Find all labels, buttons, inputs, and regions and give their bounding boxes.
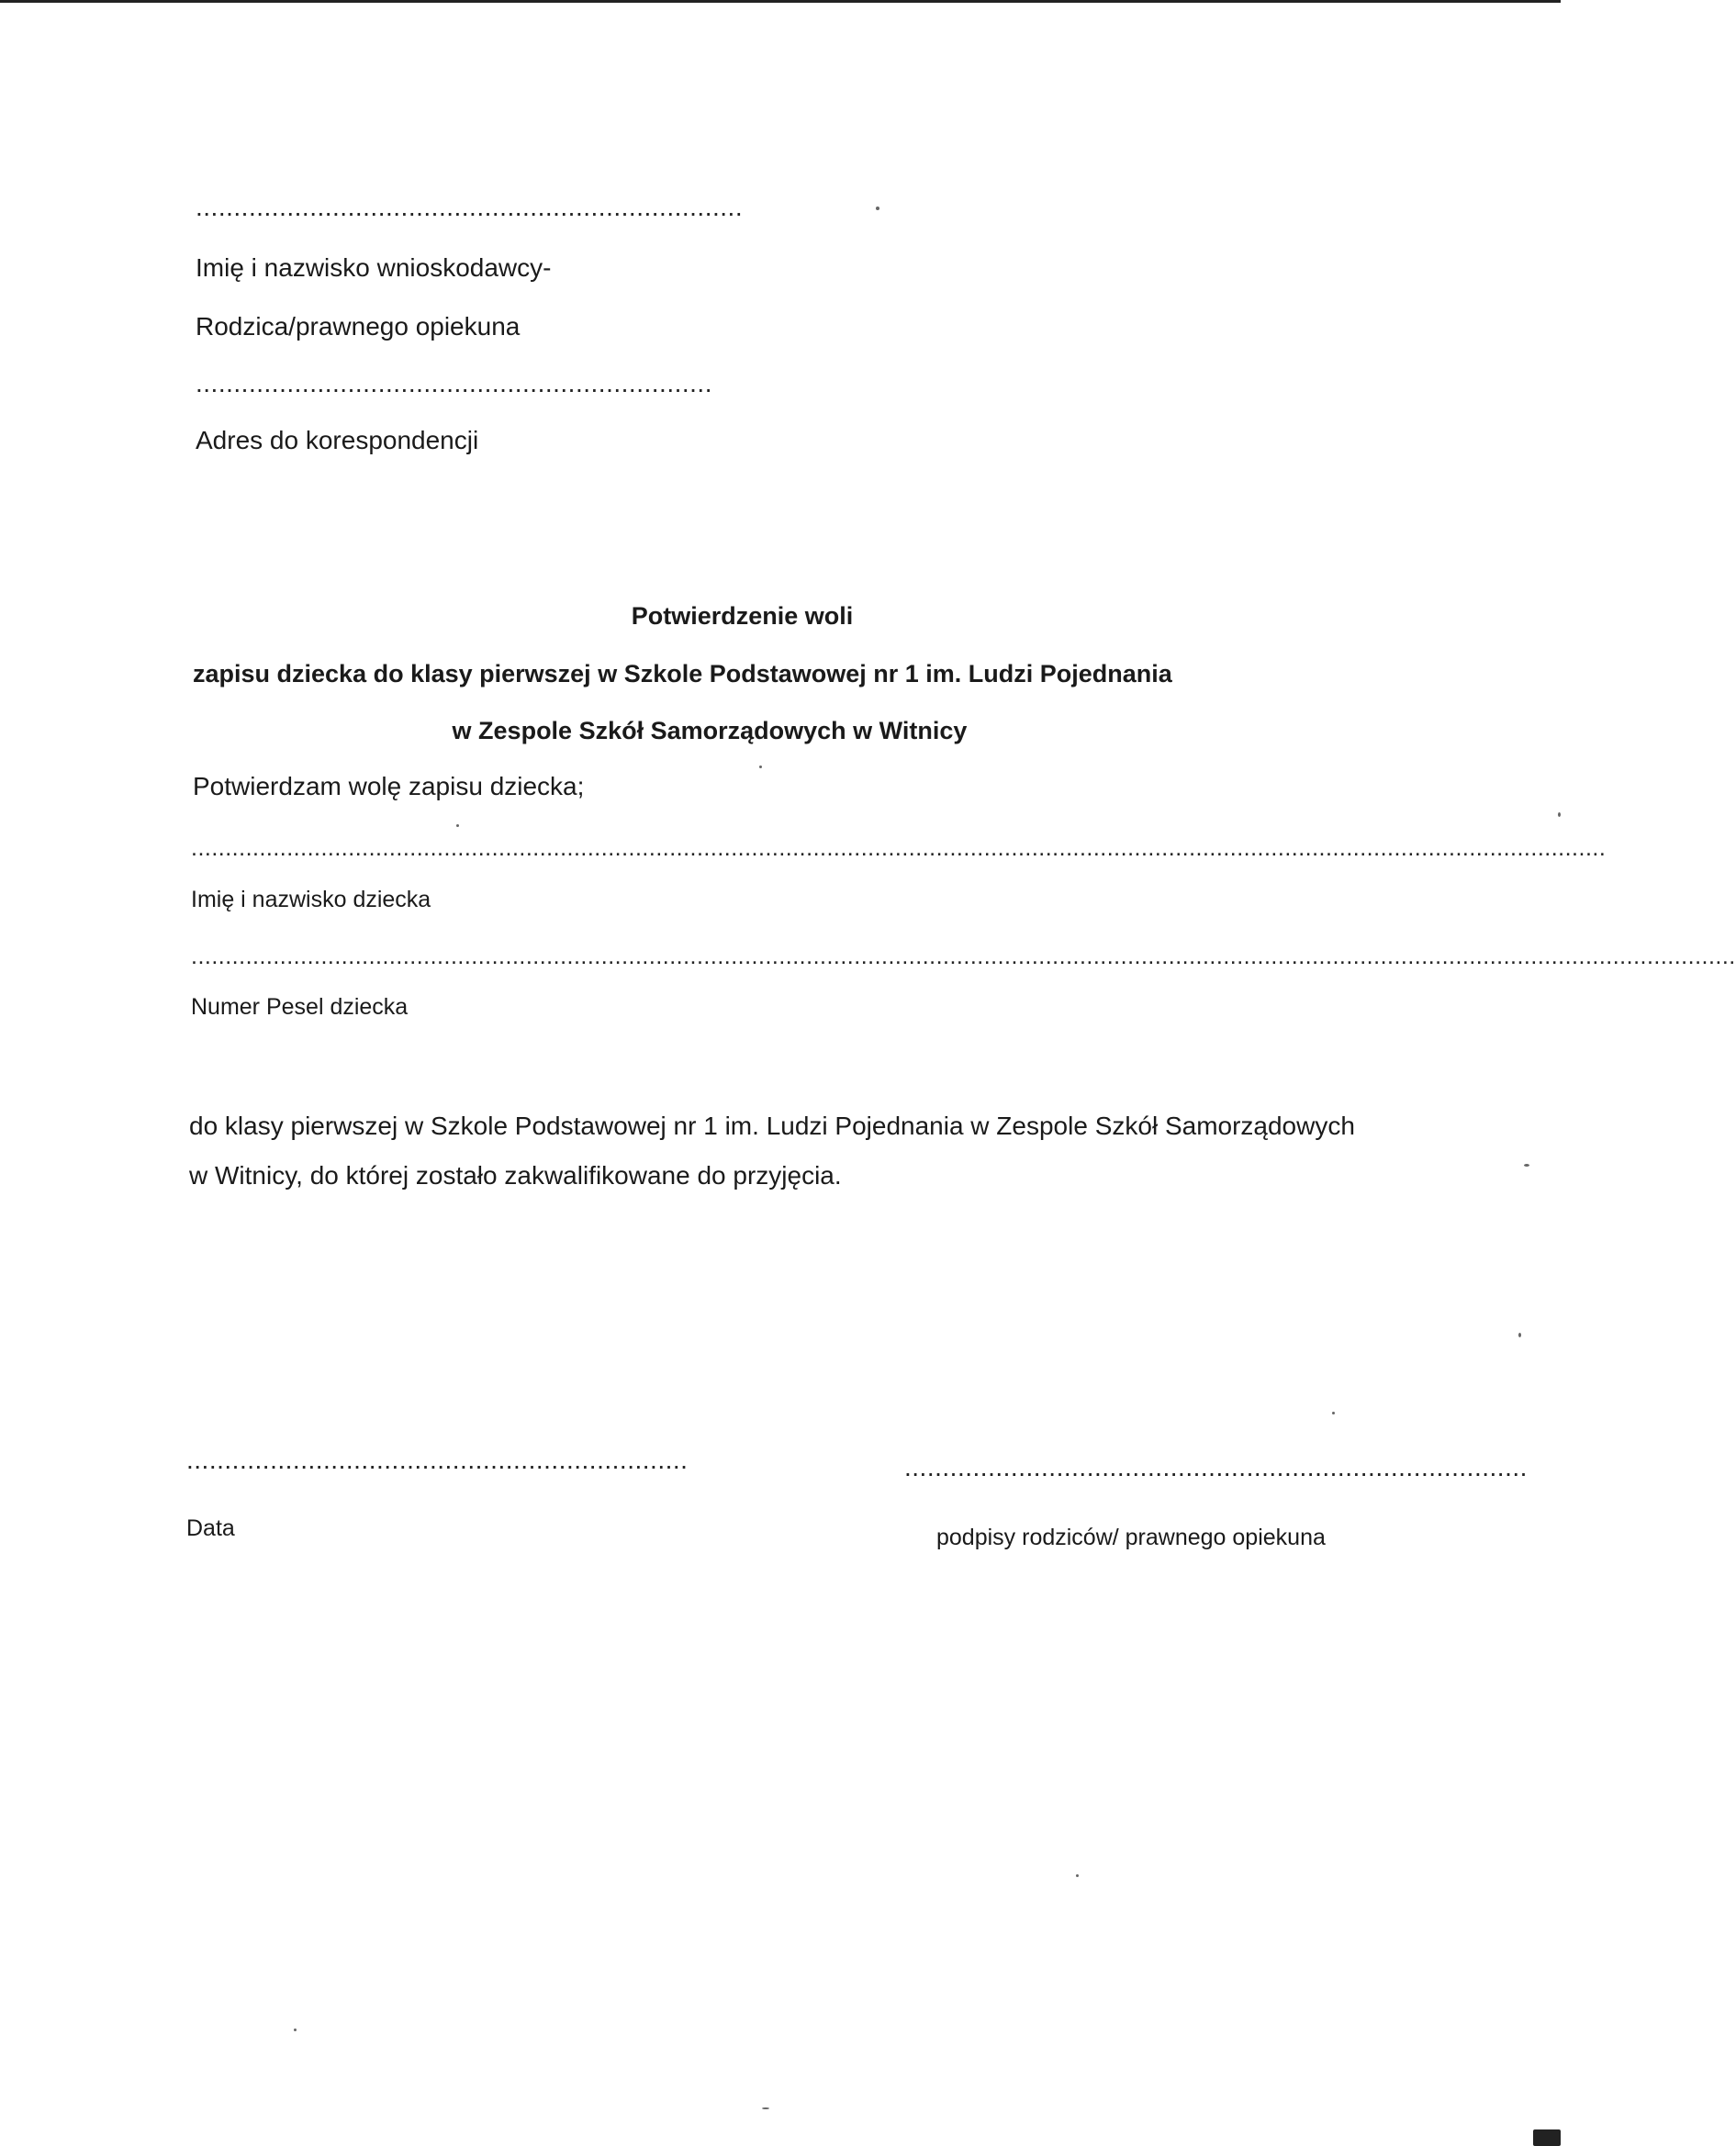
scan-speck: [876, 207, 879, 210]
child-name-label: Imię i nazwisko dziecka: [191, 887, 431, 912]
applicant-role-label: Rodzica/prawnego opiekuna: [196, 312, 521, 341]
scan-speck: [294, 2029, 297, 2031]
signature-label: podpisy rodziców/ prawnego opiekuna: [936, 1525, 1326, 1550]
address-label: Adres do korespondencji: [196, 426, 479, 454]
applicant-name-dotted-line: ........................................................................: [196, 193, 744, 221]
child-name-dotted-line: ...............................................................................................................................................................................................................: [191, 835, 1607, 861]
scan-top-edge: [0, 0, 1561, 3]
child-pesel-label: Numer Pesel dziecka: [191, 994, 409, 1020]
scan-speck: [762, 2107, 769, 2109]
scan-speck: [1076, 1874, 1079, 1877]
scan-speck: [456, 824, 459, 827]
confirmation-intro: Potwierdzam wolę zapisu dziecka;: [193, 772, 585, 800]
date-dotted-line: ..................................................................: [186, 1446, 689, 1474]
scan-speck: [1524, 1164, 1529, 1167]
scan-speck: [1518, 1333, 1521, 1337]
scan-speck: [1332, 1412, 1335, 1414]
statement-line-2: w Witnicy, do której zostało zakwalifikowane do przyjęcia.: [189, 1161, 842, 1190]
child-pesel-dotted-line: ..................................................................................................................................................................................................................................: [191, 944, 1736, 969]
scan-corner-mark: [1533, 2129, 1561, 2146]
document-subtitle: zapisu dziecka do klasy pierwszej w Szkole Podstawowej nr 1 im. Ludzi Pojednania: [193, 660, 1172, 687]
address-dotted-line: ....................................................................: [196, 369, 712, 397]
document-title: Potwierdzenie woli: [631, 602, 854, 630]
statement-line-1: do klasy pierwszej w Szkole Podstawowej nr 1 im. Ludzi Pojednania w Zespole Szkół Samorządowych: [189, 1112, 1355, 1140]
applicant-name-label: Imię i nazwisko wnioskodawcy-: [196, 253, 552, 282]
document-subtitle-school: w Zespole Szkół Samorządowych w Witnicy: [452, 717, 968, 744]
scan-speck: [1558, 812, 1561, 817]
scan-speck: [759, 766, 762, 768]
signature-dotted-line: ..................................................................................: [904, 1453, 1528, 1481]
date-label: Data: [186, 1515, 235, 1541]
